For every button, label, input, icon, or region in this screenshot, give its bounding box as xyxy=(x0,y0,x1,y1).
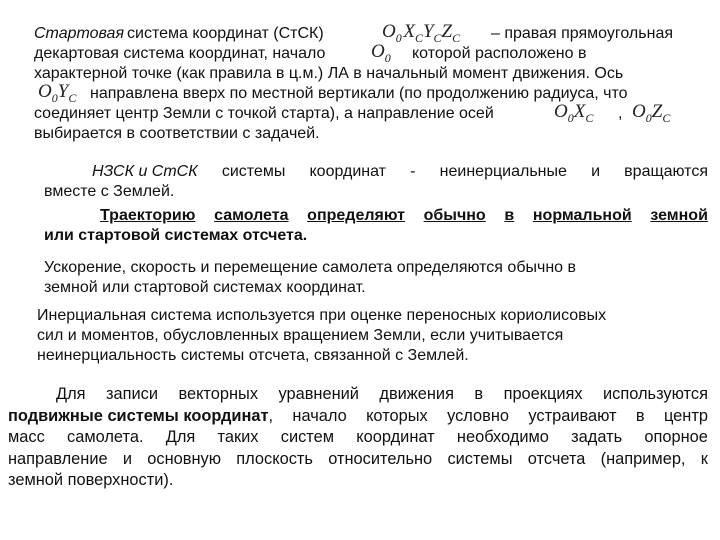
p6-line-4: направление и основную плоскость относительно системы отсчета (например, к xyxy=(8,449,708,468)
p5-line-3: неинерциальность системы отсчета, связанной с Землей. xyxy=(37,347,469,364)
p1-line-1-tail: – правая прямоугольная xyxy=(491,25,673,42)
p3-line-2: или стартовой системах отсчета. xyxy=(44,227,308,244)
formula-o0: $O_0$ xyxy=(371,41,391,65)
paragraph-nzsk xyxy=(44,162,708,202)
p1-line-6: выбирается в соответствии с задачей. xyxy=(34,125,320,142)
formula-ocxcyczc: $O_0$ $X_CY_CZ_C$ xyxy=(382,21,461,45)
p4-line-1: Ускорение, скорость и перемещение самолета определяются обычно в xyxy=(44,259,576,276)
p5-line-2: сил и моментов, обусловленных вращением Земли, если учитывается xyxy=(37,327,564,344)
term-moving-systems: подвижные системы координат, xyxy=(8,406,274,425)
formula-o0yc: $O_0Y_C$ xyxy=(38,81,77,105)
p1-line-5: соединяет центр Земли с точкой старта), а направление осей $O_0X_C$ , $O_0Z_C$ xyxy=(34,104,714,124)
paragraph-inertial xyxy=(37,306,707,366)
p1-line-3: характерной точке (как правила в ц.м.) ЛА в начальный момент движения. Ось xyxy=(34,65,624,82)
paragraph-startovaya xyxy=(34,21,714,144)
paragraph-trajectory xyxy=(44,206,708,246)
formula-o0zc: $O_0Z_C$ xyxy=(632,101,671,125)
term-nzsk: НЗСК и СтСК xyxy=(92,163,198,180)
p1-line-4: $O_0Y_C$ направлена вверх по местной вертикали (по продолжению радиуса, что xyxy=(34,84,714,104)
p2-line-1: НЗСК и СтСК системы координат - неинерциальные и вращаются xyxy=(92,163,708,180)
p1-line-1-text: система координат (СтСК) xyxy=(127,25,324,42)
p3-line-1: Траекторию самолета определяют обычно в нормальной земной xyxy=(100,207,708,224)
formula-o0xc: $O_0X_C$ xyxy=(554,101,594,125)
p6-line-3: масс самолета. Для таких систем координат необходимо задать опорное xyxy=(8,428,708,446)
p4-line-2: земной или стартовой системах координат. xyxy=(44,279,366,296)
paragraph-moving-systems xyxy=(8,384,708,492)
p5-line-1: Инерциальная система используется при оценке переносных кориолисовых xyxy=(37,307,607,324)
p6-line-2: подвижные системы координат, начало которых условно устраивают в центр xyxy=(8,406,708,428)
p2-line-2: вместе с Землей. xyxy=(44,183,175,200)
term-startovaya: Стартовая xyxy=(34,25,124,42)
paragraph-acceleration xyxy=(44,258,708,298)
p6-line-5: земной поверхности). xyxy=(8,471,174,489)
p1-line-2: декартовая система координат, начало $O_0$ которой расположено в xyxy=(34,44,714,64)
p6-line-1: Для записи векторных уравнений движения в проекциях используются xyxy=(56,385,708,403)
